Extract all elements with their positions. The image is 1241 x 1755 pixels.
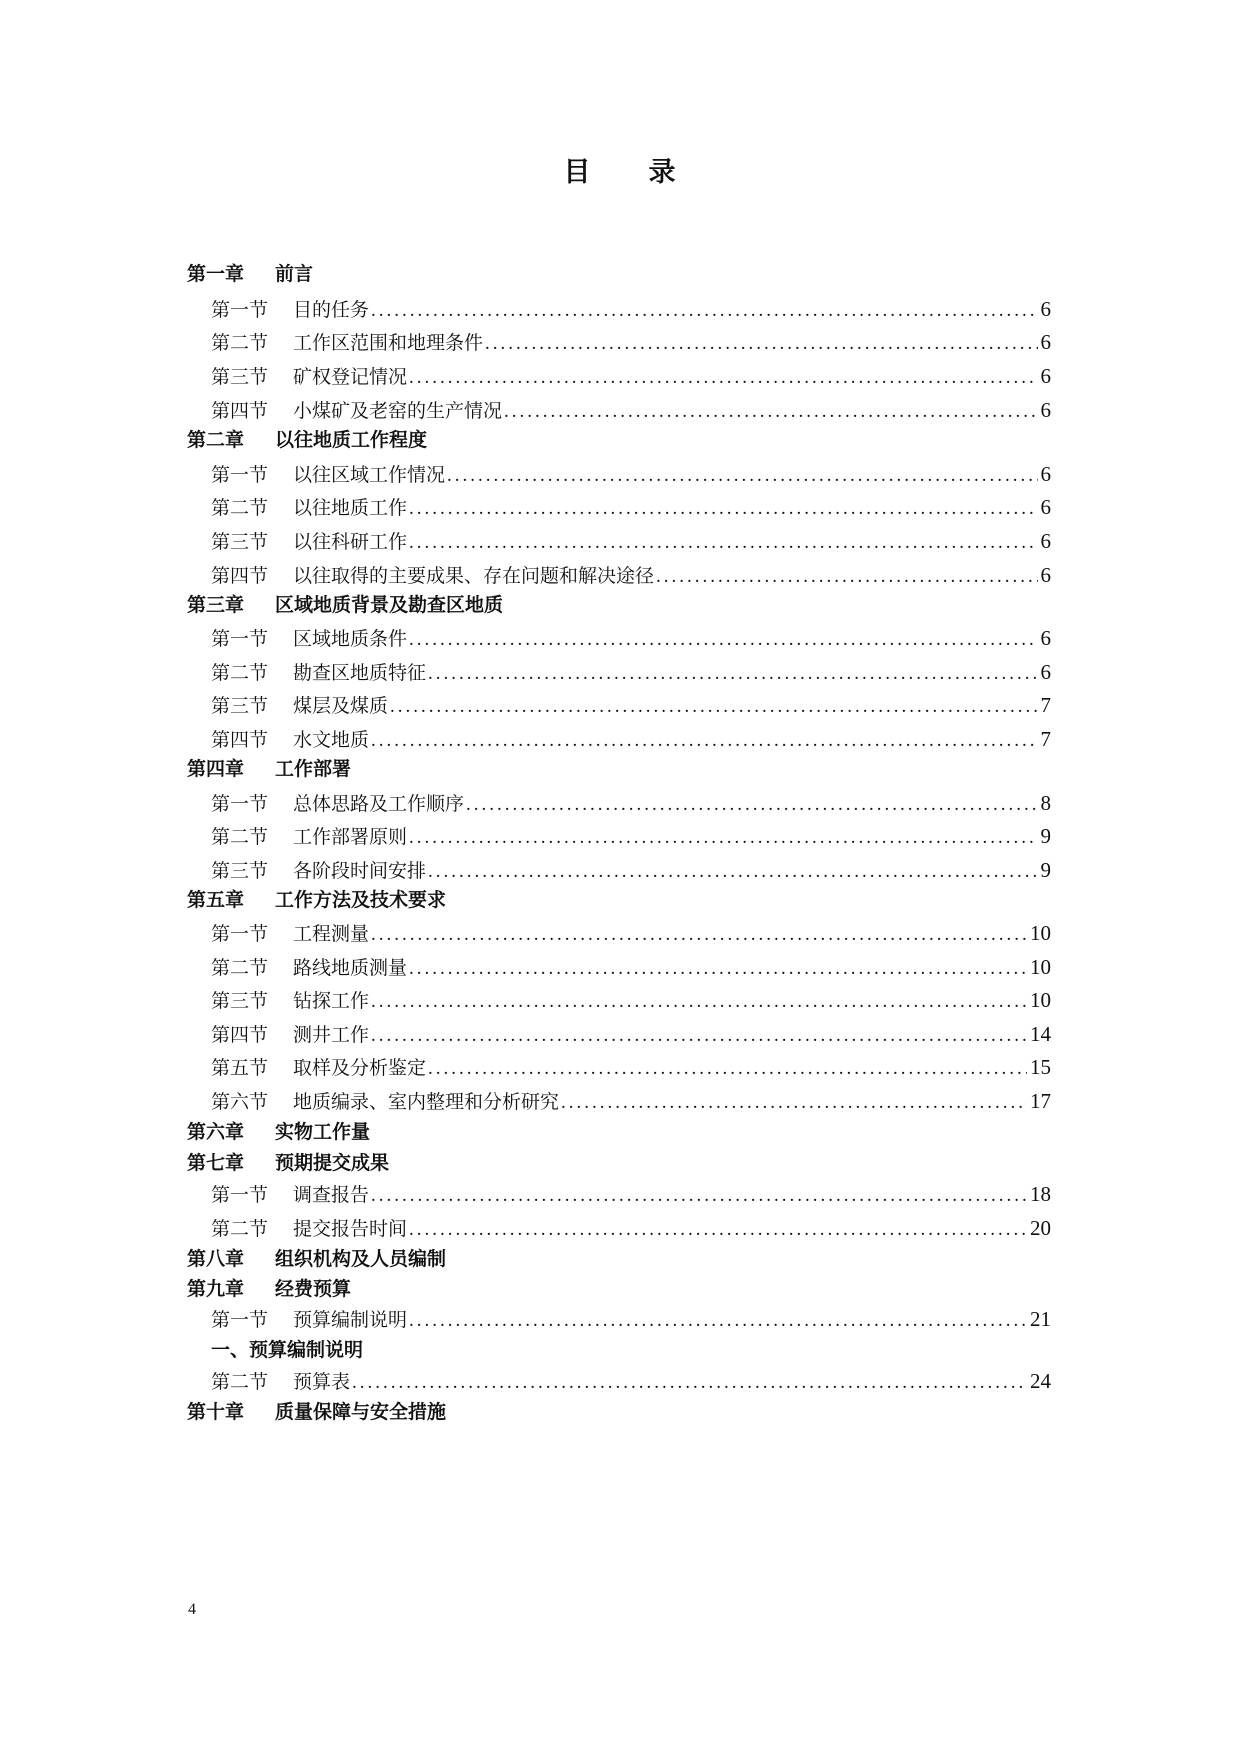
toc-section[interactable] bbox=[211, 819, 1051, 853]
chapter-title: 质量保障与安全措施 bbox=[275, 1401, 447, 1423]
page-number: 6 bbox=[1040, 495, 1051, 519]
toc-chapter[interactable] bbox=[187, 1272, 1051, 1306]
page-number: 6 bbox=[1040, 660, 1051, 684]
page-number: 10 bbox=[1030, 921, 1051, 945]
toc-section[interactable] bbox=[211, 786, 1051, 820]
section-number: 第二节 bbox=[211, 826, 269, 848]
dot-leader bbox=[447, 459, 1037, 493]
toc-section[interactable] bbox=[211, 853, 1051, 887]
chapter-number: 第一章 bbox=[187, 263, 245, 285]
dot-leader bbox=[485, 327, 1037, 361]
toc-section[interactable] bbox=[211, 916, 1051, 950]
toc-section[interactable] bbox=[211, 1050, 1051, 1084]
dot-leader bbox=[371, 294, 1037, 328]
section-number: 第五节 bbox=[211, 1057, 269, 1079]
section-number: 第四节 bbox=[211, 565, 269, 587]
toc-chapter[interactable] bbox=[187, 752, 1051, 786]
dot-leader bbox=[466, 788, 1037, 822]
page-number: 20 bbox=[1030, 1216, 1051, 1240]
page-number: 6 bbox=[1040, 330, 1051, 354]
dot-leader bbox=[371, 918, 1027, 952]
toc-section[interactable] bbox=[211, 457, 1051, 491]
section-title: 小煤矿及老窑的生产情况 bbox=[293, 400, 503, 422]
section-number: 第三节 bbox=[211, 860, 269, 882]
chapter-title: 工作部署 bbox=[275, 758, 352, 780]
section-title: 总体思路及工作顺序 bbox=[293, 793, 465, 815]
page-number: 9 bbox=[1040, 824, 1051, 848]
section-number: 第三节 bbox=[211, 990, 269, 1012]
section-title: 提交报告时间 bbox=[293, 1218, 408, 1240]
dot-leader bbox=[409, 952, 1027, 986]
toc-section[interactable] bbox=[211, 393, 1051, 427]
section-number: 第二节 bbox=[211, 957, 269, 979]
chapter-title: 前言 bbox=[275, 263, 314, 285]
toc-section[interactable] bbox=[211, 490, 1051, 524]
dot-leader bbox=[371, 1019, 1027, 1053]
chapter-title: 实物工作量 bbox=[275, 1121, 371, 1143]
section-title: 预算编制说明 bbox=[293, 1309, 408, 1331]
toc-chapter[interactable] bbox=[187, 1242, 1051, 1276]
dot-leader bbox=[409, 492, 1037, 526]
toc-chapter[interactable] bbox=[187, 1146, 1051, 1180]
section-number: 第一节 bbox=[211, 628, 269, 650]
page-number: 9 bbox=[1040, 858, 1051, 882]
section-title: 钻探工作 bbox=[293, 990, 370, 1012]
section-number: 第一节 bbox=[211, 923, 269, 945]
dot-leader bbox=[390, 690, 1037, 724]
page-number: 7 bbox=[1040, 727, 1051, 751]
dot-leader bbox=[371, 985, 1027, 1019]
section-title: 区域地质条件 bbox=[293, 628, 408, 650]
section-title: 勘查区地质特征 bbox=[293, 662, 427, 684]
section-title: 路线地质测量 bbox=[293, 957, 408, 979]
subheading-title: 一、预算编制说明 bbox=[211, 1339, 364, 1361]
page-number: 6 bbox=[1040, 398, 1051, 422]
section-number: 第二节 bbox=[211, 662, 269, 684]
chapter-title: 以往地质工作程度 bbox=[275, 429, 428, 451]
toc-section[interactable] bbox=[211, 655, 1051, 689]
section-number: 第四节 bbox=[211, 729, 269, 751]
toc-section[interactable] bbox=[211, 722, 1051, 756]
chapter-number: 第六章 bbox=[187, 1121, 245, 1143]
chapter-number: 第八章 bbox=[187, 1248, 245, 1270]
page-number: 17 bbox=[1030, 1089, 1051, 1113]
section-title: 以往区域工作情况 bbox=[293, 464, 446, 486]
section-title: 以往科研工作 bbox=[293, 531, 408, 553]
page-number: 15 bbox=[1030, 1055, 1051, 1079]
toc-section[interactable] bbox=[211, 524, 1051, 558]
page-number: 6 bbox=[1040, 626, 1051, 650]
toc-section[interactable] bbox=[211, 621, 1051, 655]
chapter-title: 区域地质背景及勘查区地质 bbox=[275, 594, 504, 616]
toc-section[interactable] bbox=[211, 1364, 1051, 1398]
chapter-number: 第三章 bbox=[187, 594, 245, 616]
section-title: 以往取得的主要成果、存在问题和解决途径 bbox=[293, 565, 655, 587]
section-title: 地质编录、室内整理和分析研究 bbox=[293, 1091, 560, 1113]
toc-section[interactable] bbox=[211, 359, 1051, 393]
page-number: 6 bbox=[1040, 462, 1051, 486]
toc-section[interactable] bbox=[211, 1211, 1051, 1245]
section-title: 矿权登记情况 bbox=[293, 366, 408, 388]
section-title: 各阶段时间安排 bbox=[293, 860, 427, 882]
section-number: 第三节 bbox=[211, 531, 269, 553]
section-title: 煤层及煤质 bbox=[293, 695, 389, 717]
section-title: 工作部署原则 bbox=[293, 826, 408, 848]
toc-chapter[interactable] bbox=[187, 1115, 1051, 1149]
chapter-title: 组织机构及人员编制 bbox=[275, 1248, 447, 1270]
page-number: 10 bbox=[1030, 988, 1051, 1012]
page-title bbox=[0, 150, 1241, 189]
page-number: 6 bbox=[1040, 364, 1051, 388]
page-number: 6 bbox=[1040, 297, 1051, 321]
chapter-number: 第四章 bbox=[187, 758, 245, 780]
dot-leader bbox=[428, 1052, 1027, 1086]
chapter-number: 第七章 bbox=[187, 1152, 245, 1174]
dot-leader bbox=[409, 623, 1037, 657]
section-title: 目的任务 bbox=[293, 299, 370, 321]
section-title: 工作区范围和地理条件 bbox=[293, 332, 484, 354]
toc-chapter[interactable] bbox=[187, 1395, 1051, 1429]
section-number: 第三节 bbox=[211, 366, 269, 388]
chapter-number: 第五章 bbox=[187, 889, 245, 911]
section-number: 第一节 bbox=[211, 299, 269, 321]
title-char-2: 录 bbox=[648, 157, 678, 188]
page-number: 8 bbox=[1040, 791, 1051, 815]
chapter-number: 第二章 bbox=[187, 429, 245, 451]
toc-section[interactable] bbox=[211, 558, 1051, 592]
page-number: 21 bbox=[1030, 1307, 1051, 1331]
chapter-title: 工作方法及技术要求 bbox=[275, 889, 447, 911]
toc-section[interactable] bbox=[211, 983, 1051, 1017]
section-number: 第四节 bbox=[211, 400, 269, 422]
section-number: 第一节 bbox=[211, 464, 269, 486]
chapter-title: 预期提交成果 bbox=[275, 1152, 390, 1174]
chapter-number: 第十章 bbox=[187, 1401, 245, 1423]
section-title: 预算表 bbox=[293, 1371, 351, 1393]
toc-section[interactable] bbox=[211, 292, 1051, 326]
section-title: 工程测量 bbox=[293, 923, 370, 945]
toc-chapter[interactable] bbox=[187, 883, 1051, 917]
dot-leader bbox=[428, 657, 1037, 691]
page-number: 18 bbox=[1030, 1182, 1051, 1206]
toc-section[interactable] bbox=[211, 1177, 1051, 1211]
section-title: 测井工作 bbox=[293, 1024, 370, 1046]
dot-leader bbox=[409, 526, 1037, 560]
title-char-1: 目 bbox=[563, 157, 593, 188]
toc-section[interactable] bbox=[211, 1084, 1051, 1118]
page-number: 14 bbox=[1030, 1022, 1051, 1046]
dot-leader bbox=[409, 361, 1037, 395]
chapter-title: 经费预算 bbox=[275, 1278, 352, 1300]
footer-page-number: 4 bbox=[188, 1601, 196, 1618]
toc-chapter[interactable] bbox=[187, 257, 1051, 291]
chapter-number: 第九章 bbox=[187, 1278, 245, 1300]
page-number: 6 bbox=[1040, 529, 1051, 553]
section-number: 第二节 bbox=[211, 1371, 269, 1393]
section-number: 第二节 bbox=[211, 497, 269, 519]
section-number: 第一节 bbox=[211, 793, 269, 815]
section-number: 第一节 bbox=[211, 1184, 269, 1206]
toc-chapter[interactable] bbox=[187, 423, 1051, 457]
section-title: 取样及分析鉴定 bbox=[293, 1057, 427, 1079]
page-number: 6 bbox=[1040, 563, 1051, 587]
section-title: 水文地质 bbox=[293, 729, 370, 751]
section-number: 第六节 bbox=[211, 1091, 269, 1113]
page-number: 10 bbox=[1030, 955, 1051, 979]
section-title: 调查报告 bbox=[293, 1184, 370, 1206]
section-number: 第二节 bbox=[211, 332, 269, 354]
section-number: 第二节 bbox=[211, 1218, 269, 1240]
dot-leader bbox=[409, 821, 1037, 855]
toc-chapter[interactable] bbox=[187, 588, 1051, 622]
section-title: 以往地质工作 bbox=[293, 497, 408, 519]
toc-section[interactable] bbox=[211, 1017, 1051, 1051]
section-number: 第三节 bbox=[211, 695, 269, 717]
section-number: 第四节 bbox=[211, 1024, 269, 1046]
toc-section[interactable] bbox=[211, 325, 1051, 359]
toc-section[interactable] bbox=[211, 1302, 1051, 1336]
page-number: 24 bbox=[1030, 1369, 1051, 1393]
toc-section[interactable] bbox=[211, 950, 1051, 984]
toc-section[interactable] bbox=[211, 688, 1051, 722]
toc-subheading[interactable] bbox=[211, 1333, 1075, 1367]
page-number: 7 bbox=[1040, 693, 1051, 717]
dot-leader bbox=[371, 1179, 1027, 1213]
section-number: 第一节 bbox=[211, 1309, 269, 1331]
